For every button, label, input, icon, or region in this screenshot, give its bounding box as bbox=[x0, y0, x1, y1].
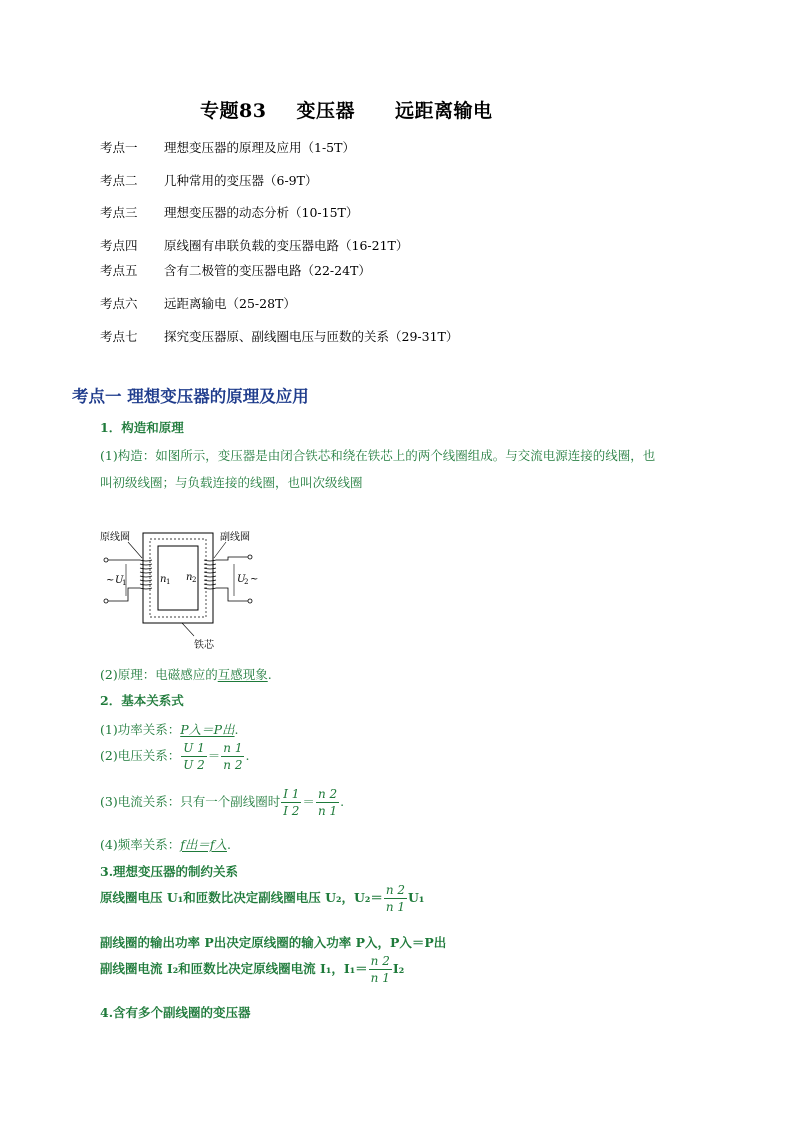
principle-keyword: 互感现象 bbox=[217, 667, 268, 682]
toc-text: 理想变压器的动态分析（10-15T） bbox=[164, 205, 359, 220]
toc-text: 探究变压器原、副线圈电压与匝数的关系（29-31T） bbox=[164, 329, 459, 344]
toc-item-7 bbox=[100, 327, 458, 345]
toc-key: 考点三 bbox=[100, 205, 138, 220]
toc-key: 考点五 bbox=[100, 263, 138, 278]
toc-text: 原线圈有串联负载的变压器电路（16-21T） bbox=[164, 238, 409, 253]
toc-key: 考点六 bbox=[100, 296, 138, 311]
structure-line-2: 叫初级线圈；与负载连接的线圈，也叫次级线圈 bbox=[100, 475, 363, 490]
section-heading: 考点一 理想变压器的原理及应用 bbox=[72, 387, 309, 406]
page-title bbox=[200, 96, 492, 123]
label-n2: n bbox=[186, 572, 193, 583]
frequency-relation: (4)频率关系：f出＝f入. bbox=[100, 837, 231, 852]
label-n1-sub: 1 bbox=[166, 578, 171, 586]
toc-item-4 bbox=[100, 236, 408, 254]
toc-item-2 bbox=[100, 171, 317, 189]
label-u1: U bbox=[115, 575, 124, 586]
toc-key: 考点二 bbox=[100, 173, 138, 188]
toc-text: 远距离输电（25-28T） bbox=[164, 296, 296, 311]
voltage-relation: (2)电压关系： $\frac{U 1}{U 2}$ ＝ $\frac{n 1}{n 2}$ . bbox=[100, 741, 250, 772]
label-ac-right: ~ bbox=[250, 574, 259, 585]
heading-basic-relations: 2．基本关系式 bbox=[100, 693, 184, 708]
label-n2-sub: 2 bbox=[192, 576, 197, 584]
toc-key: 考点七 bbox=[100, 329, 138, 344]
toc-text: 含有二极管的变压器电路（22-24T） bbox=[164, 263, 371, 278]
label-primary-coil: 原线圈 bbox=[100, 532, 130, 543]
structure-line-1: (1)构造：如图所示，变压器是由闭合铁芯和绕在铁芯上的两个线圈组成。与交流电源连接的线圈，也 bbox=[100, 448, 656, 463]
title-part1: 变压器 bbox=[296, 100, 355, 122]
toc-text: 理想变压器的原理及应用（1-5T） bbox=[164, 140, 355, 155]
frequency-formula: f出＝f入 bbox=[180, 837, 227, 852]
label-u2-sub: 2 bbox=[244, 578, 249, 586]
toc-key: 考点一 bbox=[100, 140, 138, 155]
title-topic: 专题83 bbox=[200, 100, 267, 122]
label-u2: U bbox=[237, 574, 246, 585]
heading-multi-secondary: 4.含有多个副线圈的变压器 bbox=[100, 1005, 251, 1020]
current-relation: (3)电流关系：只有一个副线圈时 $\frac{I 1}{I 2}$ ＝ $\frac{n 2}{n 1}$ . bbox=[100, 787, 345, 818]
toc-item-3 bbox=[100, 203, 358, 221]
label-u1-sub: 1 bbox=[122, 579, 127, 587]
label-n1: n bbox=[160, 574, 167, 585]
power-relation: (1)功率关系：P入＝P出. bbox=[100, 722, 239, 737]
toc-item-1 bbox=[100, 138, 355, 156]
constraint-current: 副线圈电流 I₂和匝数比决定原线圈电流 I₁，I₁＝ $\frac{n 2}{n 1}$ I₂ bbox=[100, 954, 405, 985]
heading-constraints: 3.理想变压器的制约关系 bbox=[100, 864, 239, 879]
label-iron-core: 铁芯 bbox=[194, 640, 214, 651]
title-part2: 远距离输电 bbox=[394, 100, 493, 122]
heading-structure: 1．构造和原理 bbox=[100, 420, 184, 435]
toc-key: 考点四 bbox=[100, 238, 138, 253]
principle-line: (2)原理：电磁感应的互感现象. bbox=[100, 667, 272, 682]
toc-item-6 bbox=[100, 294, 296, 312]
power-formula: P入＝P出 bbox=[180, 722, 235, 737]
constraint-voltage: 原线圈电压 U₁和匝数比决定副线圈电压 U₂，U₂＝ $\frac{n 2}{n 1}$ U₁ bbox=[100, 883, 425, 914]
toc-item-5 bbox=[100, 261, 371, 279]
transformer-diagram bbox=[98, 526, 268, 654]
label-secondary-coil: 副线圈 bbox=[220, 532, 250, 543]
constraint-power: 副线圈的输出功率 P出决定原线圈的输入功率 P入，P入＝P出 bbox=[100, 935, 447, 950]
label-ac-left: ~ bbox=[106, 575, 115, 586]
toc-text: 几种常用的变压器（6-9T） bbox=[164, 173, 318, 188]
